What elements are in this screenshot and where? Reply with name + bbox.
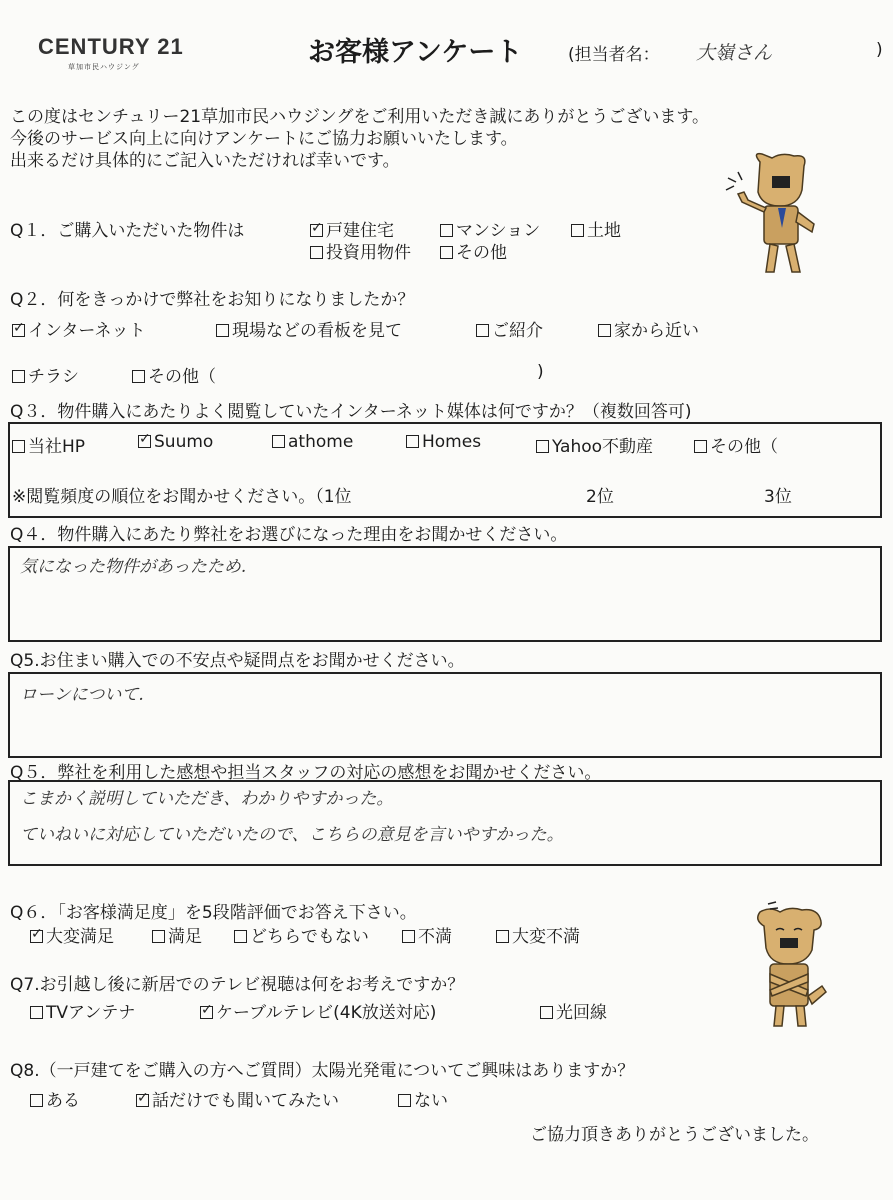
checkbox[interactable] — [476, 324, 489, 337]
q7-option-fiber[interactable] — [540, 998, 607, 1023]
q3-option-label: その他（ — [710, 437, 778, 457]
q7-question: Q7.お引越し後に新居でのテレビ視聴は何をお考えですか？ — [10, 975, 465, 995]
q2-option-internet[interactable] — [12, 316, 145, 341]
q2-close-paren: ) — [537, 362, 544, 382]
intro-line-3: 出来るだけ具体的にご記入いただければ幸いです。 — [10, 151, 400, 171]
q8-option-no[interactable] — [398, 1086, 448, 1111]
q3-rank-2: 2位 — [586, 487, 614, 507]
q8-option-label: ある — [46, 1091, 80, 1111]
q8-question: Q8.（一戸建てをご購入の方へご質問）太陽光発電についてご興味はありますか？ — [10, 1061, 635, 1081]
q3-option-label: Homes — [422, 432, 482, 452]
q1-question: Q１．ご購入いただいた物件は — [10, 221, 245, 241]
q2-option-label: その他（ — [148, 367, 216, 387]
checkbox-checked[interactable] — [200, 1006, 213, 1019]
q7-option-label: ケーブルテレビ(4K放送対応) — [216, 1003, 437, 1023]
q3-option-other[interactable] — [694, 432, 778, 457]
q6-option-label: 不満 — [418, 927, 452, 947]
q2-option-label: インターネット — [28, 321, 146, 341]
logo-subtitle: 草加市民ハウジング — [68, 63, 140, 71]
q3-option-athome[interactable] — [272, 432, 353, 452]
staff-name: 大嶺さん — [696, 42, 773, 64]
q8-option-hear-more[interactable] — [136, 1086, 339, 1111]
q4-answer: 気になった物件があったため. — [20, 557, 247, 577]
intro-line-1: この度はセンチュリー21草加市民ハウジングをご利用いただき誠にありがとうございます。 — [10, 107, 709, 127]
checkbox[interactable] — [402, 930, 415, 943]
q5a-question: Q5.お住まい購入での不安点や疑問点をお聞かせください。 — [10, 651, 465, 671]
checkbox[interactable] — [598, 324, 611, 337]
q6-option-label: 満足 — [168, 927, 202, 947]
q3-rank-3: 3位 — [764, 487, 792, 507]
checkbox-checked[interactable] — [12, 324, 25, 337]
q3-rank-note: ※閲覧頻度の順位をお聞かせください。（1位 — [12, 487, 352, 507]
q2-option-label: 家から近い — [614, 321, 699, 341]
checkbox[interactable] — [694, 440, 707, 453]
checkbox[interactable] — [272, 435, 285, 448]
q1-option-label: 投資用物件 — [326, 243, 411, 263]
checkbox[interactable] — [406, 435, 419, 448]
q6-option-very-satisfied[interactable] — [30, 922, 114, 947]
q5b-answer-line-1: こまかく説明していただき、わかりやすかった。 — [20, 789, 394, 809]
q3-option-yahoo[interactable] — [536, 432, 653, 457]
q2-option-label: 現場などの看板を見て — [232, 321, 402, 341]
q3-option-label: Suumo — [154, 432, 214, 452]
checkbox[interactable] — [571, 224, 584, 237]
mascot-dog-pointing-icon — [722, 150, 832, 278]
checkbox-checked[interactable] — [30, 930, 43, 943]
checkbox[interactable] — [536, 440, 549, 453]
q6-option-neutral[interactable] — [234, 922, 369, 947]
checkbox[interactable] — [12, 440, 25, 453]
q8-option-label: ない — [414, 1091, 448, 1111]
q1-option-label: 戸建住宅 — [326, 221, 394, 241]
checkbox[interactable] — [30, 1094, 43, 1107]
checkbox[interactable] — [440, 246, 453, 259]
q1-option-label: マンション — [456, 221, 541, 241]
q3-option-label: Yahoo不動産 — [552, 437, 654, 457]
q3-option-own-hp[interactable] — [12, 432, 85, 457]
q2-option-referral[interactable] — [476, 316, 543, 341]
q2-option-label: ご紹介 — [492, 321, 543, 341]
q7-option-antenna[interactable] — [30, 998, 135, 1023]
checkbox[interactable] — [310, 246, 323, 259]
q5b-question: Q５．弊社を利用した感想や担当スタッフの対応の感想をお聞かせください。 — [10, 763, 602, 783]
checkbox-checked[interactable] — [138, 435, 151, 448]
q2-option-signboard[interactable] — [216, 316, 402, 341]
footer-thanks: ご協力頂きありがとうございました。 — [530, 1125, 819, 1145]
q2-option-flyer[interactable] — [12, 362, 79, 387]
q3-option-label: 当社HP — [28, 437, 86, 457]
q7-option-label: TVアンテナ — [46, 1003, 136, 1023]
q1-option-label: 土地 — [587, 221, 621, 241]
q3-option-label: athome — [288, 432, 354, 452]
checkbox[interactable] — [440, 224, 453, 237]
q2-question: Q２．何をきっかけで弊社をお知りになりましたか？ — [10, 290, 415, 310]
q6-option-label: 大変満足 — [46, 927, 114, 947]
checkbox[interactable] — [540, 1006, 553, 1019]
staff-close-paren: ) — [876, 40, 883, 60]
checkbox[interactable] — [234, 930, 247, 943]
q1-option-other[interactable] — [440, 238, 507, 263]
q3-question: Q３．物件購入にあたりよく閲覧していたインターネット媒体は何ですか？（複数回答可) — [10, 402, 692, 422]
checkbox[interactable] — [12, 370, 25, 383]
q7-option-cable[interactable] — [200, 998, 436, 1023]
q7-option-label: 光回線 — [556, 1003, 607, 1023]
q8-option-label: 話だけでも聞いてみたい — [152, 1091, 339, 1111]
staff-label: (担当者名： — [568, 45, 660, 65]
checkbox[interactable] — [132, 370, 145, 383]
q4-question: Q４．物件購入にあたり弊社をお選びになった理由をお聞かせください。 — [10, 525, 568, 545]
mascot-dog-arms-crossed-icon — [750, 900, 830, 1030]
q3-option-homes[interactable] — [406, 432, 481, 452]
q1-option-land[interactable] — [571, 216, 621, 241]
q6-option-very-dissatisfied[interactable] — [496, 922, 580, 947]
q6-question: Q６．「お客様満足度」を5段階評価でお答え下さい。 — [10, 903, 417, 923]
checkbox-checked[interactable] — [310, 224, 323, 237]
q2-option-near-home[interactable] — [598, 316, 699, 341]
q1-option-label: その他 — [456, 243, 507, 263]
q1-option-investment[interactable] — [310, 238, 411, 263]
q3-option-suumo[interactable] — [138, 432, 213, 452]
logo-brand: CENTURY 21 — [38, 34, 184, 59]
intro-line-2: 今後のサービス向上に向けアンケートにご協力お願いいたします。 — [10, 129, 518, 149]
q6-option-dissatisfied[interactable] — [402, 922, 452, 947]
checkbox[interactable] — [496, 930, 509, 943]
q2-option-other[interactable] — [132, 362, 216, 387]
checkbox[interactable] — [30, 1006, 43, 1019]
q8-option-yes[interactable] — [30, 1086, 80, 1111]
checkbox-checked[interactable] — [136, 1094, 149, 1107]
q6-option-label: どちらでもない — [250, 927, 369, 947]
q5a-answer: ローンについて. — [20, 685, 144, 705]
checkbox[interactable] — [152, 930, 165, 943]
q6-option-satisfied[interactable] — [152, 922, 202, 947]
checkbox[interactable] — [216, 324, 229, 337]
q6-option-label: 大変不満 — [512, 927, 580, 947]
q2-option-label: チラシ — [28, 367, 79, 387]
page-title: お客様アンケート — [308, 37, 523, 68]
checkbox[interactable] — [398, 1094, 411, 1107]
q5b-answer-line-2: ていねいに対応していただいたので、こちらの意見を言いやすかった。 — [20, 825, 564, 845]
